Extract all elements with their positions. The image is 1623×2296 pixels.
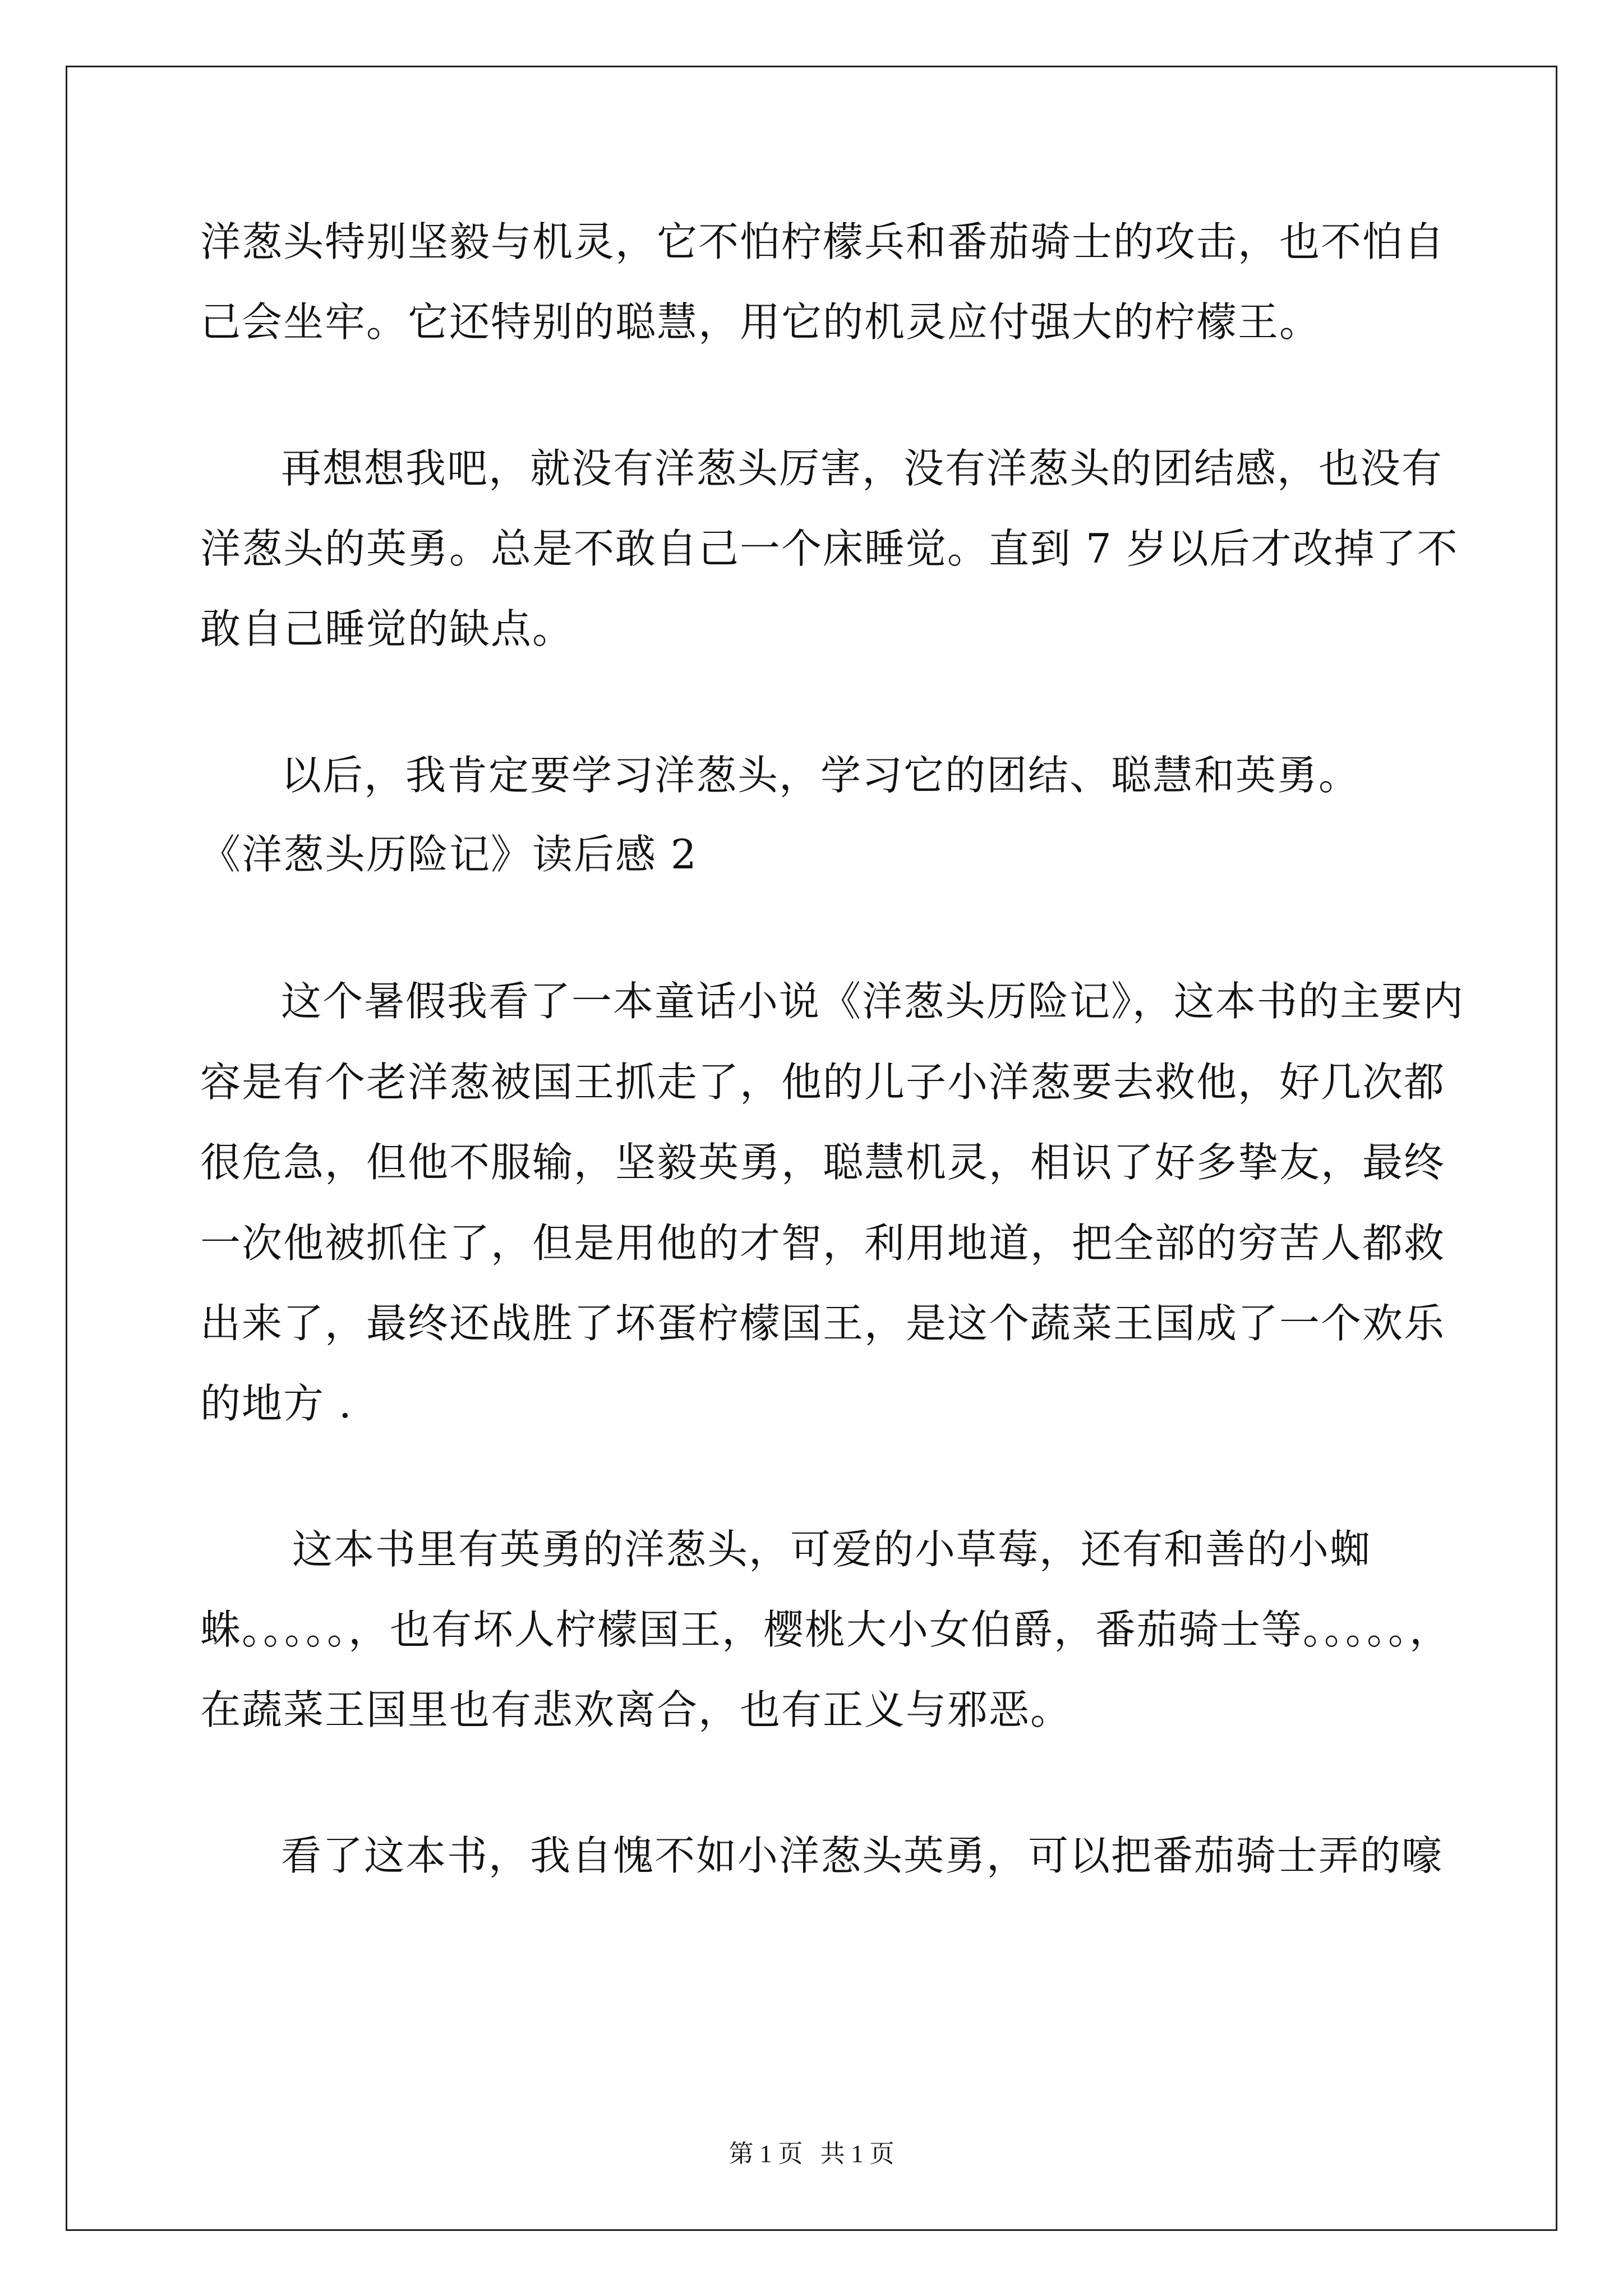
- text-line: 出来了，最终还战胜了坏蛋柠檬国王，是这个蔬菜王国成了一个欢乐: [200, 1300, 1446, 1347]
- text-line: 己会坐牢。它还特别的聪慧，用它的机灵应付强大的柠檬王。: [200, 298, 1321, 346]
- text-line: 蛛。。。。。，也有坏人柠檬国王，樱桃大小女伯爵，番茄骑士等。。。。。，: [200, 1606, 1451, 1653]
- text-line: 容是有个老洋葱被国王抓走了，他的儿子小洋葱要去救他，好几次都: [200, 1059, 1446, 1106]
- page-total: 共 1 页: [820, 2140, 895, 2168]
- page-number: 第 1 页: [728, 2140, 803, 2168]
- text-line: 这个暑假我看了一本童话小说《洋葱头历险记》，这本书的主要内: [281, 978, 1465, 1025]
- text-line: 再想想我吧，就没有洋葱头厉害，没有洋葱头的团结感，也没有: [281, 445, 1444, 492]
- text-line: 洋葱头特别坚毅与机灵，它不怕柠檬兵和番茄骑士的攻击，也不怕自: [200, 218, 1446, 265]
- text-line: 在蔬菜王国里也有悲欢离合，也有正义与邪恶。: [200, 1686, 1072, 1733]
- text-line: 很危急，但他不服输，坚毅英勇，聪慧机灵，相识了好多挚友，最终: [200, 1139, 1446, 1186]
- text-line: 的地方 .: [200, 1380, 353, 1427]
- section-heading: 《洋葱头历险记》读后感 2: [200, 831, 698, 878]
- text-line: 这本书里有英勇的洋葱头，可爱的小草莓，还有和善的小蜘: [292, 1526, 1372, 1573]
- page-footer: [0, 2133, 1623, 2169]
- text-line: 一次他被抓住了，但是用他的才智，利用地道，把全部的穷苦人都救: [200, 1220, 1446, 1267]
- text-line: 看了这本书，我自愧不如小洋葱头英勇，可以把番茄骑士弄的嚎: [281, 1832, 1444, 1879]
- text-line: 洋葱头的英勇。总是不敢自己一个床睡觉。直到 7 岁以后才改掉了不: [200, 525, 1459, 572]
- text-line: 敢自己睡觉的缺点。: [200, 605, 574, 652]
- text-line: 以后，我肯定要学习洋葱头，学习它的团结、聪慧和英勇。: [281, 752, 1361, 799]
